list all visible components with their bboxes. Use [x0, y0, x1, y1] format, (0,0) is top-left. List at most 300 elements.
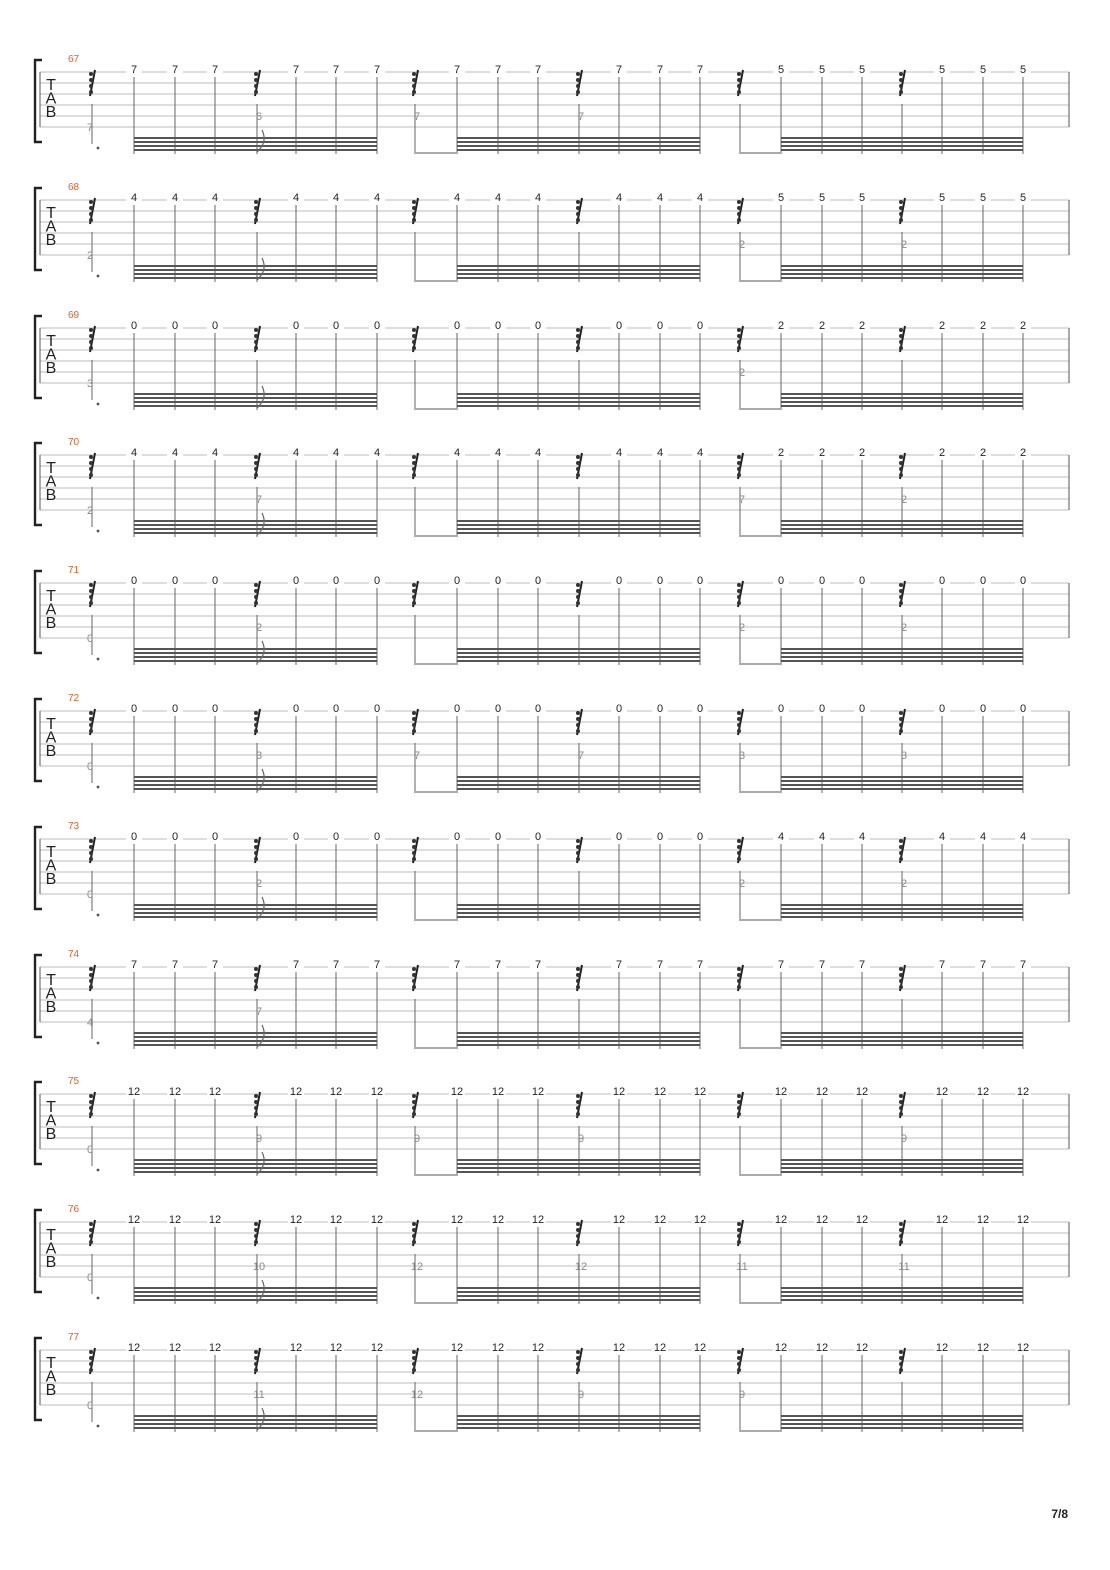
fret-number: 4 — [656, 447, 664, 460]
chord-dot — [412, 723, 416, 727]
fret-number: 0 — [615, 703, 623, 715]
chord-dot — [899, 967, 903, 971]
chord-dot — [412, 1112, 416, 1116]
fret-number: 12 — [370, 1342, 384, 1354]
chord-dot — [89, 218, 93, 222]
chord-dot — [899, 328, 903, 332]
fret-number: 0 — [332, 319, 340, 332]
augmentation-dot — [97, 147, 100, 150]
chord-dot — [899, 973, 903, 977]
tab-clef-letter: B — [45, 1254, 57, 1272]
chord-dot — [89, 839, 93, 843]
bass-fret-number: 0 — [86, 888, 94, 901]
chord-dot — [412, 845, 416, 849]
chord-dot — [899, 1112, 903, 1116]
chord-dot — [576, 979, 580, 983]
fret-number: 12 — [815, 1342, 829, 1354]
fret-number: 12 — [370, 1086, 384, 1099]
chord-dot — [254, 72, 258, 76]
chord-dot — [576, 967, 580, 971]
chord-dot — [89, 1094, 93, 1098]
chord-dot — [89, 200, 93, 204]
tab-clef-letter: A — [45, 1112, 57, 1130]
chord-dot — [412, 455, 416, 459]
bass-fret-number: 2 — [738, 238, 746, 251]
chord-dot — [254, 717, 258, 721]
fret-number: 4 — [1019, 830, 1027, 843]
tab-clef-letter: A — [45, 729, 57, 747]
augmentation-dot — [97, 658, 100, 661]
chord-dot — [576, 340, 580, 344]
chord-dot — [412, 1100, 416, 1104]
fret-number: 0 — [858, 703, 866, 715]
tab-clef-letter: T — [46, 971, 56, 989]
chord-dot — [576, 206, 580, 210]
bass-fret-number: 2 — [738, 877, 746, 890]
tab-staff — [0, 1210, 1110, 1338]
fret-number: 4 — [211, 447, 219, 460]
chord-dot — [737, 979, 741, 983]
fret-number: 0 — [615, 319, 623, 332]
measure-number: 76 — [68, 1204, 80, 1216]
chord-dot — [899, 1356, 903, 1360]
bass-fret-number: 2 — [738, 622, 746, 635]
tab-staff — [0, 443, 1110, 571]
fret-number: 4 — [211, 191, 219, 204]
chord-dot — [254, 84, 258, 88]
tab-staff — [0, 1082, 1110, 1210]
fret-number: 2 — [1019, 319, 1027, 332]
fret-number: 0 — [373, 319, 381, 332]
fret-number: 5 — [938, 191, 946, 204]
measure-number: 75 — [68, 1076, 80, 1088]
chord-dot — [576, 461, 580, 465]
chord-dot — [254, 583, 258, 587]
chord-dot — [576, 473, 580, 477]
chord-dot — [576, 334, 580, 338]
fret-number: 0 — [211, 830, 219, 843]
bass-fret-number: 2 — [900, 238, 908, 251]
fret-number: 0 — [696, 575, 704, 588]
chord-dot — [89, 1228, 93, 1232]
fret-number: 12 — [855, 1214, 869, 1227]
fret-number: 0 — [1019, 703, 1027, 715]
bass-fret-number: 11 — [898, 1261, 910, 1274]
fret-number: 12 — [491, 1214, 505, 1227]
chord-dot — [737, 84, 741, 88]
fret-number: 4 — [453, 191, 461, 204]
chord-dot — [412, 340, 416, 344]
tab-clef-letter: T — [46, 716, 56, 733]
chord-dot — [899, 723, 903, 727]
fret-number: 0 — [292, 319, 300, 332]
fret-number: 0 — [130, 703, 138, 715]
bass-fret-number: 2 — [738, 366, 746, 379]
chord-dot — [254, 461, 258, 465]
bass-fret-number: 4 — [86, 1016, 94, 1029]
chord-dot — [254, 973, 258, 977]
fret-number: 7 — [171, 64, 179, 76]
augmentation-dot — [97, 402, 100, 405]
fret-number: 0 — [332, 830, 340, 843]
fret-number: 12 — [653, 1214, 667, 1227]
bass-fret-number: 3 — [738, 750, 746, 762]
chord-dot — [737, 1350, 741, 1354]
chord-dot — [899, 985, 903, 989]
chord-dot — [576, 973, 580, 977]
chord-dot — [254, 595, 258, 599]
fret-number: 12 — [774, 1214, 788, 1227]
fret-number: 0 — [494, 703, 502, 715]
fret-number: 0 — [858, 575, 866, 588]
fret-number: 7 — [534, 958, 542, 971]
chord-dot — [737, 711, 741, 715]
bass-fret-number: 2 — [900, 622, 908, 635]
fret-number: 7 — [453, 64, 461, 76]
chord-dot — [254, 985, 258, 989]
tab-clef-letter: T — [46, 1355, 56, 1372]
fret-number: 7 — [211, 958, 219, 971]
fret-number: 12 — [693, 1342, 707, 1354]
tab-staff — [0, 955, 1110, 1083]
fret-number: 4 — [332, 191, 340, 204]
fret-number: 4 — [332, 447, 340, 460]
chord-dot — [737, 857, 741, 861]
tab-clef-letter: A — [45, 346, 57, 364]
chord-dot — [89, 979, 93, 983]
fret-number: 12 — [653, 1342, 667, 1354]
chord-dot — [576, 845, 580, 849]
chord-dot — [899, 467, 903, 471]
fret-number: 12 — [168, 1342, 182, 1354]
fret-number: 4 — [373, 447, 381, 460]
chord-dot — [737, 1222, 741, 1226]
fret-number: 0 — [818, 575, 826, 588]
chord-dot — [899, 218, 903, 222]
chord-dot — [576, 729, 580, 733]
chord-dot — [254, 200, 258, 204]
fret-number: 2 — [938, 319, 946, 332]
bass-fret-number: 6 — [255, 111, 263, 123]
chord-dot — [737, 206, 741, 210]
tab-system — [0, 1076, 1110, 1210]
chord-dot — [412, 334, 416, 338]
fret-number: 0 — [534, 319, 542, 332]
chord-dot — [254, 218, 258, 222]
chord-dot — [737, 467, 741, 471]
fret-number: 12 — [127, 1214, 141, 1227]
chord-dot — [89, 973, 93, 977]
chord-dot — [89, 467, 93, 471]
tab-clef-letter: B — [45, 870, 57, 888]
fret-number: 12 — [329, 1342, 343, 1354]
measure-number: 77 — [68, 1332, 80, 1343]
chord-dot — [899, 346, 903, 350]
chord-dot — [576, 1222, 580, 1226]
chord-dot — [254, 845, 258, 849]
chord-dot — [254, 1234, 258, 1238]
fret-number: 2 — [938, 447, 946, 460]
fret-number: 0 — [171, 319, 179, 332]
chord-dot — [737, 473, 741, 477]
fret-number: 12 — [935, 1086, 949, 1099]
fret-number: 0 — [373, 703, 381, 715]
chord-dot — [737, 455, 741, 459]
chord-dot — [412, 583, 416, 587]
chord-dot — [576, 1094, 580, 1098]
fret-number: 12 — [693, 1214, 707, 1227]
fret-number: 0 — [534, 703, 542, 715]
chord-dot — [737, 717, 741, 721]
chord-dot — [89, 340, 93, 344]
chord-dot — [899, 1362, 903, 1366]
fret-number: 5 — [858, 191, 866, 204]
fret-number: 12 — [815, 1086, 829, 1099]
chord-dot — [576, 1100, 580, 1104]
chord-dot — [899, 206, 903, 210]
chord-dot — [412, 206, 416, 210]
chord-dot — [737, 334, 741, 338]
chord-dot — [412, 979, 416, 983]
fret-number: 12 — [612, 1342, 626, 1354]
fret-number: 0 — [332, 575, 340, 588]
chord-dot — [576, 212, 580, 216]
chord-dot — [412, 729, 416, 733]
fret-number: 12 — [1016, 1214, 1030, 1227]
bass-fret-number: 11 — [253, 1389, 265, 1401]
tab-clef-letter: T — [46, 588, 56, 606]
chord-dot — [412, 1106, 416, 1110]
measure-number: 70 — [68, 437, 80, 449]
chord-dot — [254, 601, 258, 605]
fret-number: 12 — [289, 1214, 303, 1227]
chord-dot — [737, 967, 741, 971]
chord-dot — [254, 851, 258, 855]
chord-dot — [737, 90, 741, 94]
bass-fret-number: 3 — [255, 750, 263, 762]
chord-dot — [254, 1112, 258, 1116]
chord-dot — [412, 1350, 416, 1354]
chord-dot — [89, 717, 93, 721]
chord-dot — [576, 839, 580, 843]
page-number: 7/8 — [1051, 1507, 1068, 1521]
fret-number: 2 — [777, 447, 785, 460]
fret-number: 0 — [453, 830, 461, 843]
measure-number: 69 — [68, 309, 80, 321]
fret-number: 2 — [858, 447, 866, 460]
chord-dot — [89, 729, 93, 733]
chord-dot — [412, 717, 416, 721]
chord-dot — [89, 711, 93, 715]
fret-number: 4 — [494, 191, 502, 204]
chord-dot — [89, 328, 93, 332]
fret-number: 12 — [208, 1342, 222, 1354]
chord-dot — [576, 1228, 580, 1232]
tab-staff — [0, 1338, 1110, 1466]
chord-dot — [899, 851, 903, 855]
fret-number: 0 — [453, 575, 461, 588]
fret-number: 7 — [494, 64, 502, 76]
fret-number: 5 — [777, 191, 785, 204]
chord-dot — [737, 78, 741, 82]
fret-number: 12 — [935, 1342, 949, 1354]
fret-number: 0 — [373, 575, 381, 588]
bass-fret-number: 0 — [86, 1272, 94, 1285]
chord-dot — [899, 340, 903, 344]
chord-dot — [899, 711, 903, 715]
chord-dot — [412, 967, 416, 971]
chord-dot — [254, 1228, 258, 1232]
chord-dot — [254, 1362, 258, 1366]
bass-fret-number: 0 — [86, 761, 94, 773]
chord-dot — [576, 589, 580, 593]
fret-number: 0 — [656, 830, 664, 843]
bass-fret-number: 9 — [255, 1133, 263, 1146]
fret-number: 0 — [171, 830, 179, 843]
fret-number: 7 — [818, 958, 826, 971]
tab-clef-letter: B — [45, 615, 57, 633]
fret-number: 0 — [494, 319, 502, 332]
fret-number: 2 — [818, 319, 826, 332]
fret-number: 0 — [373, 830, 381, 843]
chord-dot — [254, 346, 258, 350]
chord-dot — [254, 1350, 258, 1354]
chord-dot — [576, 985, 580, 989]
chord-dot — [254, 1106, 258, 1110]
fret-number: 4 — [696, 191, 704, 204]
fret-number: 7 — [373, 958, 381, 971]
chord-dot — [254, 90, 258, 94]
tab-system — [0, 437, 1110, 571]
chord-dot — [576, 90, 580, 94]
chord-dot — [254, 334, 258, 338]
chord-dot — [899, 1350, 903, 1354]
bass-fret-number: 9 — [900, 1133, 908, 1146]
fret-number: 7 — [292, 958, 300, 971]
tab-clef-letter: B — [45, 743, 57, 760]
chord-dot — [412, 78, 416, 82]
chord-dot — [737, 729, 741, 733]
chord-dot — [89, 72, 93, 76]
chord-dot — [576, 583, 580, 587]
tab-staff — [0, 827, 1110, 955]
chord-dot — [576, 1106, 580, 1110]
chord-dot — [254, 1094, 258, 1098]
fret-number: 0 — [938, 703, 946, 715]
bass-fret-number: 2 — [900, 877, 908, 890]
chord-dot — [737, 1362, 741, 1366]
fret-number: 4 — [534, 191, 542, 204]
chord-dot — [737, 461, 741, 465]
chord-dot — [412, 851, 416, 855]
augmentation-dot — [97, 1169, 100, 1172]
chord-dot — [412, 711, 416, 715]
chord-dot — [254, 729, 258, 733]
chord-dot — [899, 595, 903, 599]
chord-dot — [412, 473, 416, 477]
fret-number: 4 — [818, 830, 826, 843]
chord-dot — [89, 84, 93, 88]
fret-number: 7 — [696, 958, 704, 971]
fret-number: 0 — [211, 703, 219, 715]
fret-number: 5 — [1019, 64, 1027, 76]
measure-number: 68 — [68, 181, 80, 193]
fret-number: 7 — [615, 958, 623, 971]
fret-number: 0 — [171, 703, 179, 715]
fret-number: 0 — [777, 575, 785, 588]
tab-system — [0, 820, 1110, 955]
chord-dot — [576, 595, 580, 599]
fret-number: 0 — [211, 319, 219, 332]
chord-dot — [737, 973, 741, 977]
chord-dot — [737, 1240, 741, 1244]
chord-dot — [576, 1240, 580, 1244]
tab-system — [0, 309, 1110, 444]
fret-number: 0 — [453, 703, 461, 715]
augmentation-dot — [97, 1297, 100, 1300]
fret-number: 2 — [979, 447, 987, 460]
bass-fret-number: 0 — [86, 1400, 94, 1412]
tab-clef-letter: A — [45, 985, 57, 1003]
fret-number: 7 — [777, 958, 785, 971]
chord-dot — [576, 84, 580, 88]
fret-number: 7 — [130, 958, 138, 971]
tab-clef-letter: B — [45, 998, 57, 1016]
fret-number: 0 — [777, 703, 785, 715]
bass-fret-number: 7 — [413, 750, 421, 762]
fret-number: 7 — [332, 958, 340, 971]
fret-number: 12 — [450, 1214, 464, 1227]
chord-dot — [899, 1100, 903, 1104]
tab-clef-letter: T — [46, 332, 56, 350]
chord-dot — [737, 340, 741, 344]
tab-clef-letter: A — [45, 1240, 57, 1258]
fret-number: 7 — [292, 64, 300, 76]
chord-dot — [737, 583, 741, 587]
chord-dot — [576, 1362, 580, 1366]
chord-dot — [899, 1240, 903, 1244]
fret-number: 7 — [373, 64, 381, 76]
fret-number: 5 — [979, 191, 987, 204]
chord-dot — [412, 90, 416, 94]
chord-dot — [254, 212, 258, 216]
chord-dot — [412, 200, 416, 204]
tab-clef-letter: A — [45, 601, 57, 619]
chord-dot — [89, 334, 93, 338]
chord-dot — [412, 1362, 416, 1366]
fret-number: 0 — [615, 575, 623, 588]
chord-dot — [899, 1222, 903, 1226]
chord-dot — [737, 218, 741, 222]
chord-dot — [899, 583, 903, 587]
tab-clef-letter: B — [45, 231, 57, 249]
fret-number: 0 — [292, 575, 300, 588]
chord-dot — [89, 857, 93, 861]
chord-dot — [737, 845, 741, 849]
fret-number: 0 — [656, 703, 664, 715]
chord-dot — [89, 851, 93, 855]
tab-staff — [0, 60, 1110, 188]
chord-dot — [737, 601, 741, 605]
tab-staff — [0, 699, 1110, 827]
chord-dot — [89, 78, 93, 82]
chord-dot — [899, 72, 903, 76]
fret-number: 12 — [491, 1086, 505, 1099]
fret-number: 4 — [858, 830, 866, 843]
tab-staff — [0, 188, 1110, 316]
chord-dot — [89, 967, 93, 971]
tab-clef-letter: T — [46, 204, 56, 222]
